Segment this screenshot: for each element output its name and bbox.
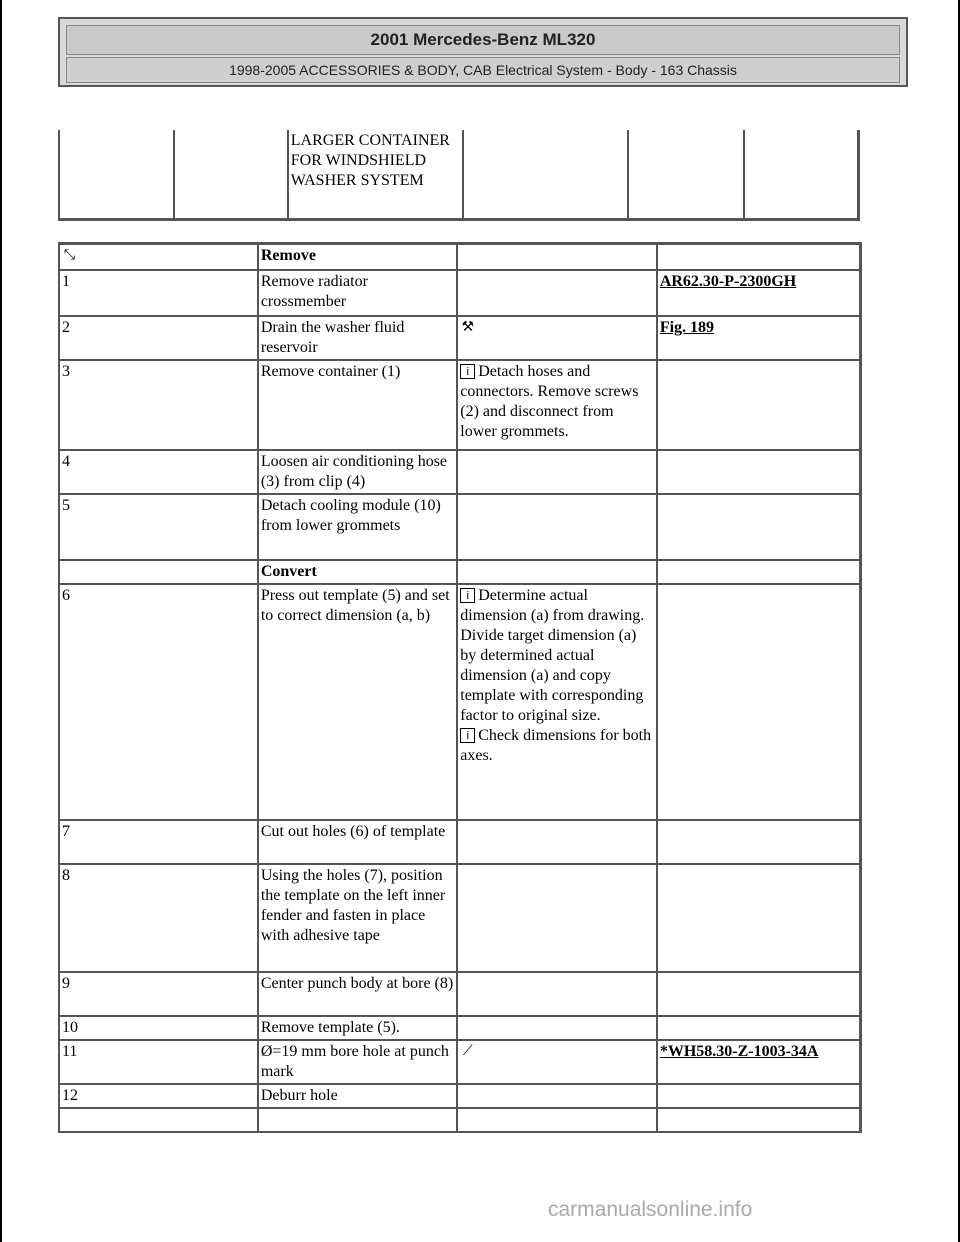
table-row bbox=[59, 360, 861, 450]
table-row bbox=[59, 864, 861, 972]
step-action: Loosen air conditioning hose (3) from clip (4) bbox=[258, 450, 457, 494]
step-action: Cut out holes (6) of template bbox=[258, 820, 457, 864]
ref-link[interactable]: Fig. 189 bbox=[659, 318, 715, 336]
top-table-cell-text: LARGER CONTAINER FOR WINDSHIELD WASHER SYSTEM bbox=[288, 130, 464, 220]
header-title: 2001 Mercedes-Benz ML320 bbox=[66, 25, 900, 55]
table-row bbox=[59, 1016, 861, 1040]
ref-link[interactable]: *WH58.30-Z-1003-34A bbox=[659, 1042, 819, 1060]
step-action: Detach cooling module (10) from lower grommets bbox=[258, 494, 457, 560]
step-action: Center punch body at bore (8) bbox=[258, 972, 457, 1016]
top-table-cell bbox=[174, 130, 287, 220]
step-action: Deburr hole bbox=[258, 1084, 457, 1108]
ref-link[interactable]: AR62.30-P-2300GH bbox=[659, 272, 797, 290]
table-row bbox=[59, 1108, 861, 1132]
table-row bbox=[59, 1040, 861, 1084]
expand-icon[interactable]: ⤡ bbox=[63, 247, 76, 263]
page-frame-left bbox=[0, 0, 2, 1242]
step-number: 10 bbox=[59, 1016, 258, 1040]
step-number: 5 bbox=[59, 494, 258, 560]
table-row bbox=[59, 820, 861, 864]
step-number: 9 bbox=[59, 972, 258, 1016]
step-action: Remove container (1) bbox=[258, 360, 457, 450]
drill-icon: ⟋ bbox=[462, 1042, 473, 1059]
table-row bbox=[59, 560, 861, 584]
step-note: Determine actual dimension (a) from drawing. Divide target dimension (a) by determined actual dimension (a) and copy template with corresponding factor to original size. bbox=[460, 586, 645, 724]
step-number: 3 bbox=[59, 360, 258, 450]
info-icon: i bbox=[460, 364, 475, 379]
step-action: Remove radiator crossmember bbox=[258, 270, 457, 316]
info-icon: i bbox=[460, 728, 475, 743]
top-table-cell bbox=[628, 130, 743, 220]
step-number: 1 bbox=[59, 270, 258, 316]
step-number: 11 bbox=[59, 1040, 258, 1084]
top-table-cell bbox=[744, 130, 859, 220]
section-convert: Convert bbox=[258, 560, 457, 584]
watermark: carmanualsonline.info bbox=[548, 1198, 753, 1221]
info-icon: i bbox=[460, 588, 475, 603]
section-remove: Remove bbox=[258, 244, 457, 270]
table-row bbox=[59, 584, 861, 820]
table-row bbox=[59, 494, 861, 560]
step-number: 4 bbox=[59, 450, 258, 494]
header-subtitle: 1998-2005 ACCESSORIES & BODY, CAB Electrical System - Body - 163 Chassis bbox=[66, 57, 900, 83]
step-action: Ø=19 mm bore hole at punch mark bbox=[258, 1040, 457, 1084]
step-action: Using the holes (7), position the template on the left inner fender and fasten in place with adhesive tape bbox=[258, 864, 457, 972]
step-number: 2 bbox=[59, 316, 258, 360]
step-note: Detach hoses and connectors. Remove screws (2) and disconnect from lower grommets. bbox=[460, 362, 639, 440]
top-table-cell bbox=[463, 130, 628, 220]
page-header bbox=[58, 17, 908, 87]
step-number: 8 bbox=[59, 864, 258, 972]
step-note-2: Check dimensions for both axes. bbox=[460, 726, 652, 764]
table-row bbox=[59, 270, 861, 316]
step-action: Drain the washer fluid reservoir bbox=[258, 316, 457, 360]
tool-icon: ⚒ bbox=[461, 318, 475, 335]
top-table-cell bbox=[59, 130, 174, 220]
table-row bbox=[59, 316, 861, 360]
table-row bbox=[59, 450, 861, 494]
table-row bbox=[59, 972, 861, 1016]
table-row bbox=[59, 244, 861, 270]
step-number: 6 bbox=[59, 584, 258, 820]
step-number: 12 bbox=[59, 1084, 258, 1108]
step-action: Press out template (5) and set to correct dimension (a, b) bbox=[258, 584, 457, 820]
table-row bbox=[59, 1084, 861, 1108]
step-number: 7 bbox=[59, 820, 258, 864]
top-table bbox=[58, 130, 860, 221]
steps-table bbox=[58, 242, 862, 1133]
step-action: Remove template (5). bbox=[258, 1016, 457, 1040]
